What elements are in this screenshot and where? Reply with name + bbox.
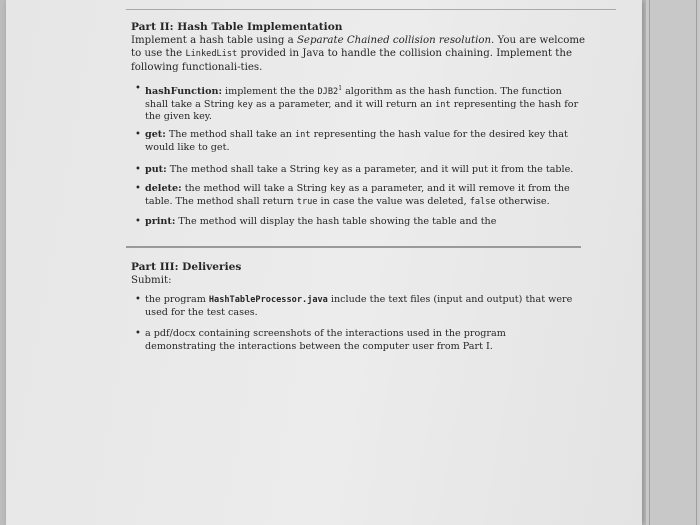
bullet-pdf: • a pdf/docx containing screenshots of the interactions used in the program demonstrating the interactions between the computer user from Part I. (135, 328, 506, 352)
bullet-hash-function: • hashFunction: implement the the $DJB2^1$ algorithm as the hash function. The function shall take a String key as a parameter, and it will return an int representing the hash for the given key. (135, 83, 579, 123)
bullet-delete: • delete: the method will take a String key as a parameter, and it will remove it from the table. The method shall return true in case the value was deleted, false otherwise. (135, 183, 570, 207)
bullet-dot: • (135, 216, 141, 227)
bullet-dot: • (135, 164, 141, 175)
bullet-dot: • (135, 183, 141, 194)
bullet-dot: • (135, 83, 141, 94)
section-divider (126, 246, 581, 248)
part3-subtitle: Submit: (131, 275, 172, 286)
bullet-dot: • (135, 129, 141, 140)
part3-title: Part III: Deliveries (131, 261, 242, 273)
bullet-dot: • (135, 328, 141, 339)
bullet-dot: • (135, 294, 141, 305)
part2-intro: Implement a hash table using a Separate Chained collision resolution. You are welcome to use the LinkedList provided in Java to handle the collision chaining. Implement the following functionali-ties. (131, 35, 586, 73)
bullet-program: • the program HashTableProcessor.java include the text files (input and output) that were used for the test cases. (135, 294, 573, 318)
bullet-get: • get: The method shall take an int representing the hash value for the desired key that would like to get. (135, 129, 568, 153)
top-divider (126, 9, 616, 10)
background-strip (646, 0, 700, 525)
bullet-print: • print: The method will display the hash table showing the table and the (135, 216, 497, 227)
bullet-put: • put: The method shall take a String key as a parameter, and it will put it from the table. (135, 164, 574, 175)
strip-line (649, 0, 650, 525)
part3-section (131, 261, 571, 287)
part2-section (131, 21, 596, 74)
strip-line (696, 0, 697, 525)
part2-title: Part II: Hash Table Implementation (131, 21, 343, 33)
